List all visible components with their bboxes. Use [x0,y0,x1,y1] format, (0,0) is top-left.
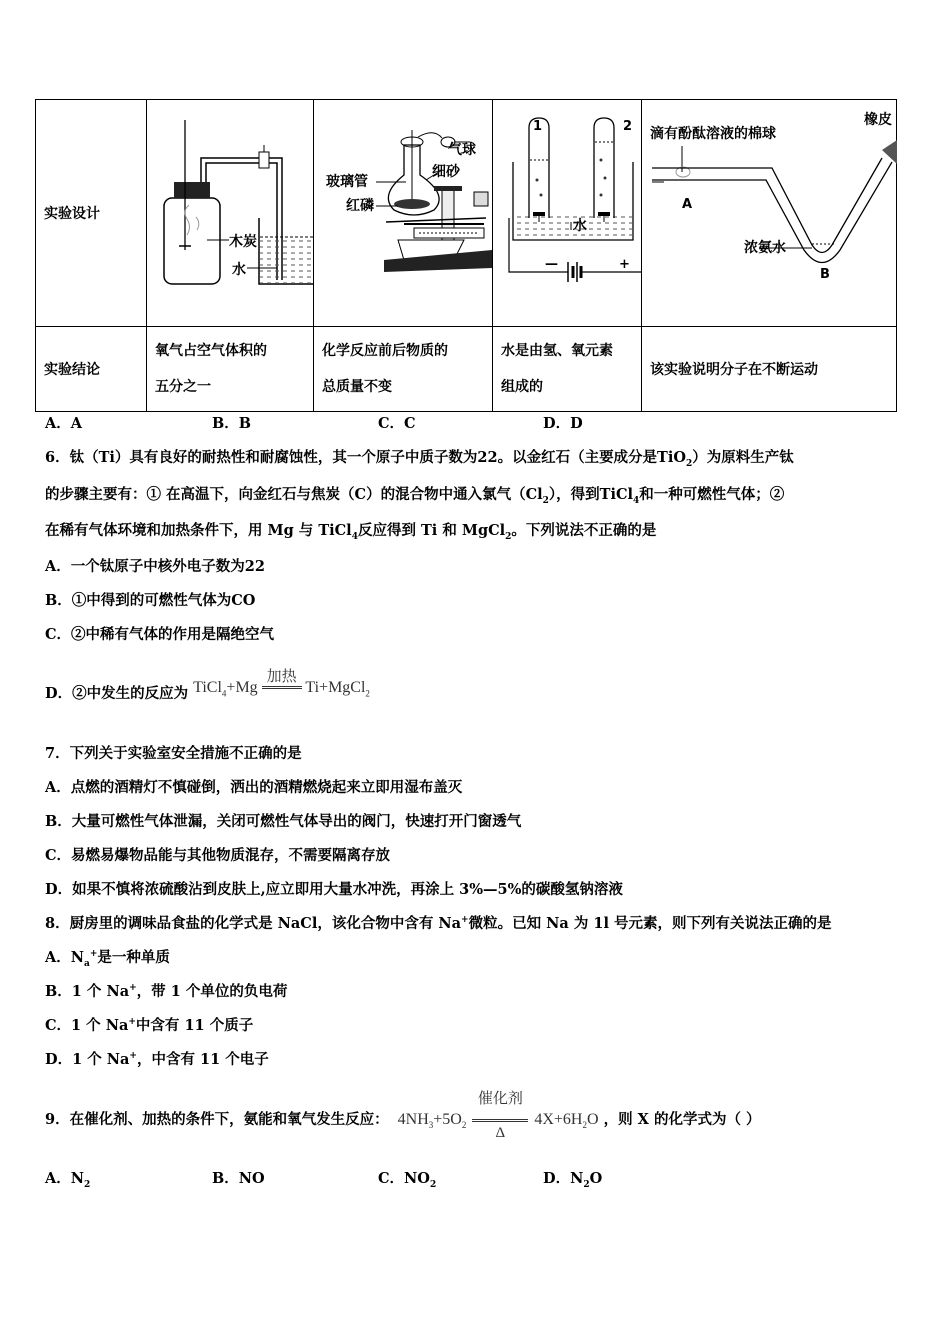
q6-option-d[interactable]: D．②中发生的反应为 TiCl$_4$+Mg 加热 Ti+MgCl$_2$ [45,668,370,702]
diagram-oxygen-volume [147,100,314,327]
q5-option-b[interactable]: B．B [212,415,252,432]
q6-equation: TiCl$_4$+Mg 加热 Ti+MgCl$_2$ [193,668,370,699]
q6-option-b[interactable]: B．①中得到的可燃性气体为CO [45,592,256,609]
q6-option-c[interactable]: C．②中稀有气体的作用是隔绝空气 [45,626,275,643]
q9-stem: 9．在催化剂、加热的条件下，氨能和氧气发生反应： $4NH_3+5O_2$ $\frac{\text{催化剂}}{\Delta}$ $4X+6H_2O$ ，则 X 的化学式为（ ） [45,1091,761,1142]
label-cotton: 滴有酚酞溶液的棉球 [650,126,776,142]
q6-stem-line3: 在稀有气体环境和加热条件下，用 Mg 与 TiCl$_4$反应得到 Ti 和 MgCl$_2$。下列说法不正确的是 [45,522,657,542]
q9-option-d[interactable]: D．$N_2O$ [543,1170,603,1190]
q6-stem-line2: 的步骤主要有：① 在高温下，向金红石与焦炭（C）的混合物中通入氯气$(Cl_2)$，得到TiCl$_4$和一种可燃性气体；② [45,486,785,506]
label-tube-1: 1 [533,119,543,134]
label-B: B [820,267,830,282]
diagram-electrolysis [493,100,642,327]
label-water: 水 [232,262,246,278]
conclusion-2: 化学反应前后物质的 总质量不变 [314,327,493,412]
q7-stem: 7．下列关于实验室安全措施不正确的是 [45,745,302,762]
label-phos: 红磷 [346,198,374,214]
q8-option-a[interactable]: A．$N_a^+$是一种单质 [45,949,170,969]
q6-stem-line1: 6．钛（Ti）具有良好的耐热性和耐腐蚀性，其一个原子中质子数为22。以金红石（主要成分是TiO$_2$）为原料生产钛 [45,449,794,469]
diagram-molecule-motion [642,100,897,327]
q7-option-a[interactable]: A．点燃的酒精灯不慎碰倒，洒出的酒精燃烧起来立即用湿布盖灭 [45,779,463,796]
conclusion-1: 氧气占空气体积的 五分之一 [147,327,314,412]
label-balloon: 气球 [448,142,476,158]
label-sand: 细砂 [432,164,460,180]
q5-option-c[interactable]: C．C [378,415,416,432]
row-label-design: 实验设计 [36,100,147,327]
q9-option-a[interactable]: A．$N_2$ [45,1170,91,1190]
label-tube: 玻璃管 [326,174,368,190]
q5-option-d[interactable]: D．D [543,415,583,432]
q9-equation: $4NH_3+5O_2$ $\frac{\text{催化剂}}{\Delta}$ $4X+6H_2O$ [397,1091,599,1142]
conclusion-4: 该实验说明分子在不断运动 [642,327,897,412]
q9-option-b[interactable]: B．NO [212,1170,265,1187]
q8-option-c[interactable]: C．1 个 Na+中含有 11 个质子 [45,1017,254,1034]
diagram-mass-conservation [314,100,493,327]
label-A: A [682,197,693,212]
q8-stem: 8．厨房里的调味品食盐的化学式是 NaCl，该化合物中含有 Na+微粒。已知 Na 为 1l 号元素，则下列有关说法正确的是 [45,915,832,932]
experiment-table [35,99,896,406]
label-ammonia: 浓氨水 [744,240,786,256]
q7-option-b[interactable]: B．大量可燃性气体泄漏，关闭可燃性气体导出的阀门，快速打开门窗透气 [45,813,522,830]
q9-option-c[interactable]: C．$NO_2$ [378,1170,437,1190]
q7-option-c[interactable]: C．易燃易爆物品能与其他物质混存，不需要隔离存放 [45,847,391,864]
label-plus: + [619,257,630,272]
conclusion-3: 水是由氢、氧元素 组成的 [493,327,642,412]
q6-option-a[interactable]: A．一个钛原子中核外电子数为22 [45,558,265,575]
label-minus: — [545,257,558,272]
q8-option-b[interactable]: B．1 个 Na+，带 1 个单位的负电荷 [45,983,288,1000]
label-water: 水 [573,218,587,234]
q8-option-d[interactable]: D．1 个 Na+，中含有 11 个电子 [45,1051,269,1068]
row-label-conclusion: 实验结论 [36,327,147,412]
label-tube-2: 2 [623,119,633,134]
q5-option-a[interactable]: A．A [45,415,83,432]
label-rubber: 橡皮 [864,112,892,128]
label-wood: 木炭 [229,234,257,250]
q7-option-d[interactable]: D．如果不慎将浓硫酸沾到皮肤上,应立即用大量水冲洗，再涂上 3%—5%的碳酸氢钠溶液 [45,881,623,898]
